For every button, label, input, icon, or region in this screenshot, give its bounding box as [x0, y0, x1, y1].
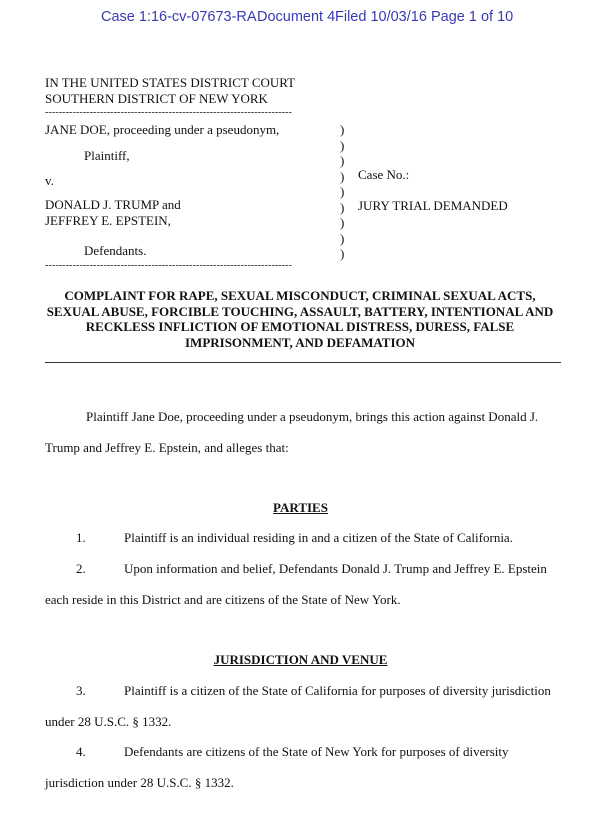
paragraph-4-line-2: jurisdiction under 28 U.S.C. § 1332.	[45, 775, 234, 790]
paragraph-2-line-1: Upon information and belief, Defendants Donald J. Trump and Jeffrey E. Epstein	[124, 561, 547, 576]
paragraph-3-number: 3.	[76, 683, 86, 698]
page-indicator: Page 1 of 10	[431, 9, 514, 25]
defendant-role: Defendants.	[84, 243, 147, 258]
intro-line-1: Plaintiff Jane Doe, proceeding under a pseudonym, brings this action against Donald J.	[86, 409, 539, 424]
versus: v.	[45, 173, 54, 188]
plaintiff-role: Plaintiff,	[84, 148, 130, 163]
intro-line-2: Trump and Jeffrey E. Epstein, and alleges that:	[45, 440, 289, 455]
paragraph-4-number: 4.	[76, 744, 86, 759]
defendant-2: JEFFREY E. EPSTEIN,	[45, 213, 171, 228]
paragraph-1-text: Plaintiff is an individual residing in and a citizen of the State of California.	[124, 530, 513, 545]
plaintiff-name: JANE DOE, proceeding under a pseudonym,	[45, 122, 280, 137]
paragraph-2-line-2: each reside in this District and are citizens of the State of New York.	[45, 592, 401, 607]
case-no-label: Case No.:	[358, 167, 410, 182]
paragraph-2-number: 2.	[76, 561, 86, 576]
defendant-1: DONALD J. TRUMP and	[45, 197, 181, 212]
jury-trial-demanded: JURY TRIAL DEMANDED	[358, 198, 508, 213]
paragraph-3-line-1: Plaintiff is a citizen of the State of California for purposes of diversity jurisdiction	[124, 683, 551, 698]
paragraph-3-line-2: under 28 U.S.C. § 1332.	[45, 714, 172, 729]
paragraph-4-line-1: Defendants are citizens of the State of New York for purposes of diversity	[124, 744, 509, 759]
jurisdiction-heading: JURISDICTION AND VENUE	[213, 652, 388, 667]
court-name-line2: SOUTHERN DISTRICT OF NEW YORK	[45, 91, 268, 106]
document-number: Document 4	[257, 9, 336, 25]
complaint-title: COMPLAINT FOR RAPE, SEXUAL MISCONDUCT, CRIMINAL SEXUAL ACTS, SEXUAL ABUSE, FORCIBLE TOUCHING, ASSAULT, BATTERY, INTENTIONAL AND RECKLESS INFLICTION OF EMOTIONAL DISTRESS, DURESS, FALSE IMPRISONMENT, AND DEFAMATION	[46, 288, 554, 350]
title-rule	[45, 362, 561, 363]
paragraph-1-number: 1.	[76, 530, 86, 545]
caption-divider-bottom: ------------------------------------------------------------------------	[45, 260, 292, 271]
filed-date: Filed 10/03/16	[335, 9, 427, 25]
parties-heading: PARTIES	[273, 500, 328, 515]
caption-paren-column: ) ) ) ) ) ) ) ) )	[340, 122, 345, 261]
caption-divider-top: ------------------------------------------------------------------------	[45, 107, 292, 118]
court-name-line1: IN THE UNITED STATES DISTRICT COURT	[45, 75, 296, 90]
case-number: Case 1:16-cv-07673-RA	[101, 9, 257, 25]
